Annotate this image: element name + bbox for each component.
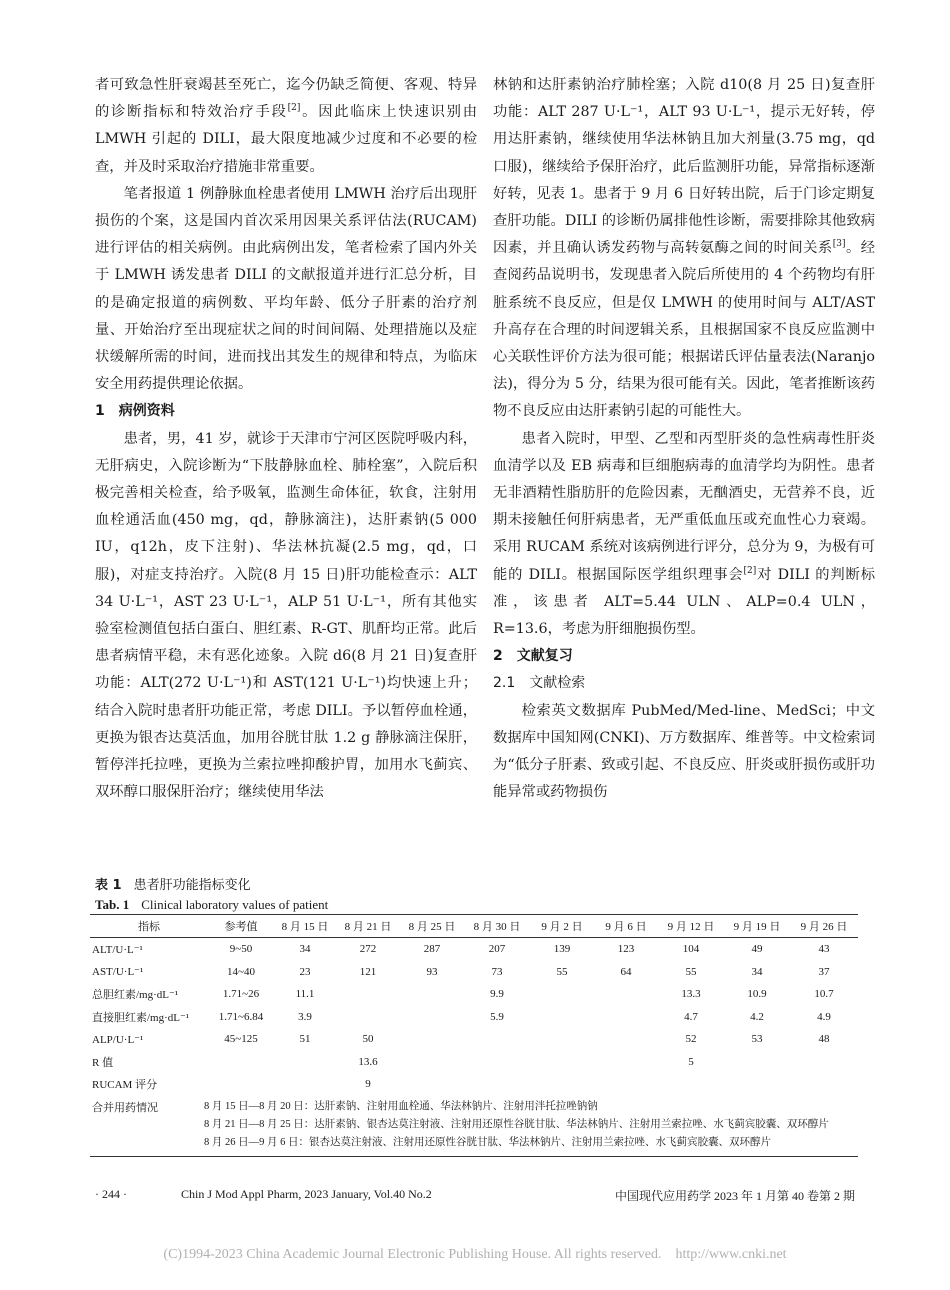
table-cell	[530, 1006, 594, 1029]
table-cell: 50	[362, 1033, 374, 1046]
table-cell	[336, 1006, 400, 1029]
paragraph: 者可致急性肝衰竭甚至死亡，迄今仍缺乏简便、客观、特异的诊断指标和特效治疗手段[2]。因此临床上快速识别由 LMWH 引起的 DILI，最大限度地减少过度和不必要的检查，并及时采取治疗措施非常重要。	[95, 77, 478, 175]
table-cell	[530, 983, 594, 1006]
row-label: R 值	[92, 1056, 114, 1069]
column-header: 9 月 19 日	[724, 915, 790, 938]
table-cell: 4.7	[684, 1010, 698, 1023]
table-cell: 5.9	[490, 1010, 504, 1023]
table-cell	[530, 1028, 594, 1051]
row-label: ALP/U·L⁻¹	[92, 1033, 144, 1046]
journal-cn: 中国现代应用药学 2023 年 1 月第 40 卷第 2 期	[614, 1189, 855, 1203]
row-label: RUCAM 评分	[92, 1079, 158, 1092]
table-cell: 37	[818, 965, 830, 978]
paragraph: 检索英文数据库 PubMed/Med-line、MedSci；中文数据库中国知网(CNKI)、万方数据库、维普等。中文检索词为“低分子肝素、致或引起、不良反应、肝炎或肝损伤或肝功能异常或药物损伤	[493, 702, 875, 801]
table-cell	[790, 1073, 858, 1096]
table-cell: 64	[620, 965, 632, 978]
table-cell: 139	[553, 943, 571, 956]
column-header: 8 月 21 日	[336, 915, 400, 938]
lab-values-table	[90, 914, 858, 1157]
table-cell: 104	[682, 943, 700, 956]
column-header: 指标	[90, 915, 208, 938]
paragraph: 林钠和达肝素钠治疗肺栓塞；入院 d10(8 月 25 日)复查肝功能：ALT 287 U·L⁻¹，ALT 93 U·L⁻¹，提示无好转，停用达肝素钠，继续使用华法林钠且加大剂量(3.75 mg，qd 口服)，继续给予保肝治疗，此后监测肝功能，异常指标逐渐好转，见表 1。患者于 9 月 6 日好转出院，后于门诊定期复查肝功能。DILI 的诊断仍属排他性诊断，需要排除其他致病因素，并且确认诱发药物与高转氨酶之间的时间关系[3]。经查阅药品说明书，发现患者入院后所使用的 4 个药物均有肝脏系统不良反应，但是仅 LMWH 的使用时间与 ALT/AST 升高存在合理的时间逻辑关系，且根据国家不良反应监测中心关联性评价方法为很可能；根据诺氏评估量表法(Naranjo 法)，得分为 5 分，结果为很可能有关。因此，笔者推断该药物不良反应由达肝素钠引起的可能性大。	[493, 77, 876, 420]
table-cell	[594, 983, 658, 1006]
table-row	[90, 1073, 858, 1096]
table-cell: 3.9	[298, 1010, 312, 1023]
table-cell: 49	[751, 943, 763, 956]
table-cell	[274, 1073, 336, 1096]
column-header: 9 月 26 日	[790, 915, 858, 938]
paragraph: 患者，男，41 岁，就诊于天津市宁河区医院呼吸内科，无肝病史，入院诊断为“下肢静脉血栓、肺栓塞”，入院后积极完善相关检查，给予吸氧，监测生命体征，软食，注射用血栓通活血(450 mg，qd，静脉滴注)，达肝素钠(5 000 IU，q12h，皮下注射)、华法林抗凝(2.5 mg，qd，口服)，对症支持治疗。入院(8 月 15 日)肝功能检查示：ALT 34 U·L⁻¹，AST 23 U·L⁻¹，ALP 51 U·L⁻¹，所有其他实验室检测值包括白蛋白、胆红素、R-GT、肌酐均正常。此后患者病情平稳，未有恶化迹象。入院 d6(8 月 21 日)复查肝功能：ALT(272 U·L⁻¹)和 AST(121 U·L⁻¹)均快速上升；结合入院时患者肝功能正常，考虑 DILI。予以暂停血栓通，更换为银杏达莫活血，加用谷胱甘肽 1.2 g 静脉滴注保肝，暂停泮托拉唑，更换为兰索拉唑抑酸护胃，加用水飞蓟宾、双环醇口服保肝治疗；继续使用华法	[95, 430, 477, 801]
table-cell: 9	[365, 1078, 371, 1091]
table-caption: 表 1 患者肝功能指标变化 Tab. 1 Clinical laboratory values of patient	[95, 878, 329, 912]
table-cell: 5	[688, 1055, 694, 1068]
medication-period: 8 月 15 日—8 月 20 日：达肝素钠、注射用血栓通、华法林钠片、注射用泮托拉唑钠钠	[204, 1100, 598, 1112]
table-cell	[208, 1051, 274, 1074]
left-column	[95, 72, 477, 806]
table-cell	[274, 1051, 336, 1074]
table-cell	[400, 1006, 464, 1029]
column-header: 9 月 12 日	[658, 915, 724, 938]
table-header-row	[90, 915, 858, 938]
column-header: 8 月 15 日	[274, 915, 336, 938]
paragraph: 患者入院时，甲型、乙型和丙型肝炎的急性病毒性肝炎血清学以及 EB 病毒和巨细胞病毒的血清学均为阴性。患者无非酒精性脂肪肝的危险因素，无酗酒史，无营养不良，近期未接触任何肝病患者，无严重低血压或充血性心力衰竭。采用 RUCAM 系统对该病例进行评分，总分为 9，为极有可能的 DILI。根据国际医学组织理事会[2]对 DILI 的判断标准，该患者 ALT=5.44 ULN、ALP=0.4 ULN，R=13.6，考虑为肝细胞损伤型。	[493, 430, 876, 638]
row-label: ALT/U·L⁻¹	[92, 943, 143, 956]
table-cell: 11.1	[295, 988, 315, 1001]
table-cell: 287	[423, 943, 441, 956]
column-header: 9 月 6 日	[594, 915, 658, 938]
table-cell: 123	[617, 943, 635, 956]
column-header: 参考值	[208, 915, 274, 938]
table-row	[90, 1028, 858, 1051]
table-cell	[400, 1051, 464, 1074]
subsection-heading: 2.1 文献检索	[493, 675, 586, 692]
table-cell	[464, 1051, 530, 1074]
table-cell: 272	[359, 943, 377, 956]
table-cell	[400, 1028, 464, 1051]
table-cell: 34	[751, 965, 763, 978]
table-cell: 51	[299, 1033, 311, 1046]
table-cell: 4.2	[750, 1010, 764, 1023]
table-cell: 55	[685, 965, 697, 978]
table-cell: 13.3	[681, 988, 701, 1001]
table-cell: 45~125	[224, 1033, 258, 1046]
table-cell: 121	[359, 965, 377, 978]
table-cell: 1.71~26	[222, 988, 260, 1001]
table-cell	[336, 983, 400, 1006]
right-column	[493, 72, 875, 806]
medication-label: 合并用药情况	[92, 1101, 158, 1114]
page-number: · 244 ·	[95, 1187, 127, 1201]
table-cell	[208, 1073, 274, 1096]
table-cell	[400, 1073, 464, 1096]
table-cell	[790, 1051, 858, 1074]
table-cell: 93	[426, 965, 438, 978]
column-header: 8 月 30 日	[464, 915, 530, 938]
table-cell	[594, 1028, 658, 1051]
table-cell: 52	[685, 1033, 697, 1046]
table-row	[90, 938, 858, 961]
table-cell	[594, 1073, 658, 1096]
table-cell	[530, 1051, 594, 1074]
table-row	[90, 1006, 858, 1029]
table-cell: 1.71~6.84	[218, 1010, 264, 1023]
section-heading: 1 病例资料	[95, 403, 175, 420]
table-row	[90, 983, 858, 1006]
medication-row	[90, 1096, 858, 1157]
table-cell: 14~40	[227, 965, 255, 978]
table-cell: 48	[818, 1033, 830, 1046]
table-cell	[724, 1073, 790, 1096]
table-cell	[724, 1051, 790, 1074]
medication-period: 8 月 21 日—8 月 25 日：达肝素钠、银杏达莫注射液、注射用还原性谷胱甘肽、华法林钠片、注射用兰索拉唑、水飞蓟宾胶囊、双环醇片	[204, 1118, 829, 1130]
table-cell: 9.9	[490, 988, 504, 1001]
row-label: 总胆红素/mg·dL⁻¹	[92, 989, 179, 1002]
medication-period: 8 月 26 日—9 月 6 日：银杏达莫注射液、注射用还原性谷胱甘肽、华法林钠片、注射用兰索拉唑、水飞蓟宾胶囊、双环醇片	[204, 1136, 771, 1148]
table-cell: 43	[818, 943, 830, 956]
table-cell: 9~50	[229, 943, 253, 956]
table-cell: 73	[491, 965, 503, 978]
table-cell	[464, 1073, 530, 1096]
table-cell	[594, 1051, 658, 1074]
table-cell: 55	[556, 965, 568, 978]
table-cell	[594, 1006, 658, 1029]
row-label: AST/U·L⁻¹	[92, 966, 144, 979]
table-cell: 10.7	[814, 988, 834, 1001]
copyright-notice: (C)1994-2023 China Academic Journal Electronic Publishing House. All rights reserved. http://www.cnki.net	[163, 1247, 787, 1262]
table-row	[90, 961, 858, 984]
table-cell	[658, 1073, 724, 1096]
table-cell	[400, 983, 464, 1006]
section-heading: 2 文献复习	[493, 648, 573, 665]
table-cell: 10.9	[747, 988, 767, 1001]
table-cell	[530, 1073, 594, 1096]
table-cell: 23	[299, 965, 311, 978]
table-cell: 207	[488, 943, 506, 956]
journal-en: Chin J Mod Appl Pharm, 2023 January, Vol.40 No.2	[181, 1187, 432, 1201]
paragraph: 笔者报道 1 例静脉血栓患者使用 LMWH 治疗后出现肝损伤的个案，这是国内首次采用因果关系评估法(RUCAM)进行评估的相关病例。由此病例出发，笔者检索了国内外关于 LMWH 诱发患者 DILI 的文献报道并进行汇总分析，目的是确定报道的病例数、平均年龄、低分子肝素的治疗剂量、开始治疗至出现症状之间的时间间隔、处理措施以及症状缓解所需的时间，进而找出其发生的规律和特点，为临床安全用药提供理论依据。	[95, 185, 477, 393]
table-cell: 34	[299, 943, 311, 956]
table-cell: 13.6	[358, 1055, 378, 1068]
table-cell	[464, 1028, 530, 1051]
table-row	[90, 1051, 858, 1074]
table-cell: 4.9	[817, 1010, 831, 1023]
table-cell: 53	[751, 1033, 763, 1046]
column-header: 9 月 2 日	[530, 915, 594, 938]
row-label: 直接胆红素/mg·dL⁻¹	[92, 1011, 190, 1024]
column-header: 8 月 25 日	[400, 915, 464, 938]
